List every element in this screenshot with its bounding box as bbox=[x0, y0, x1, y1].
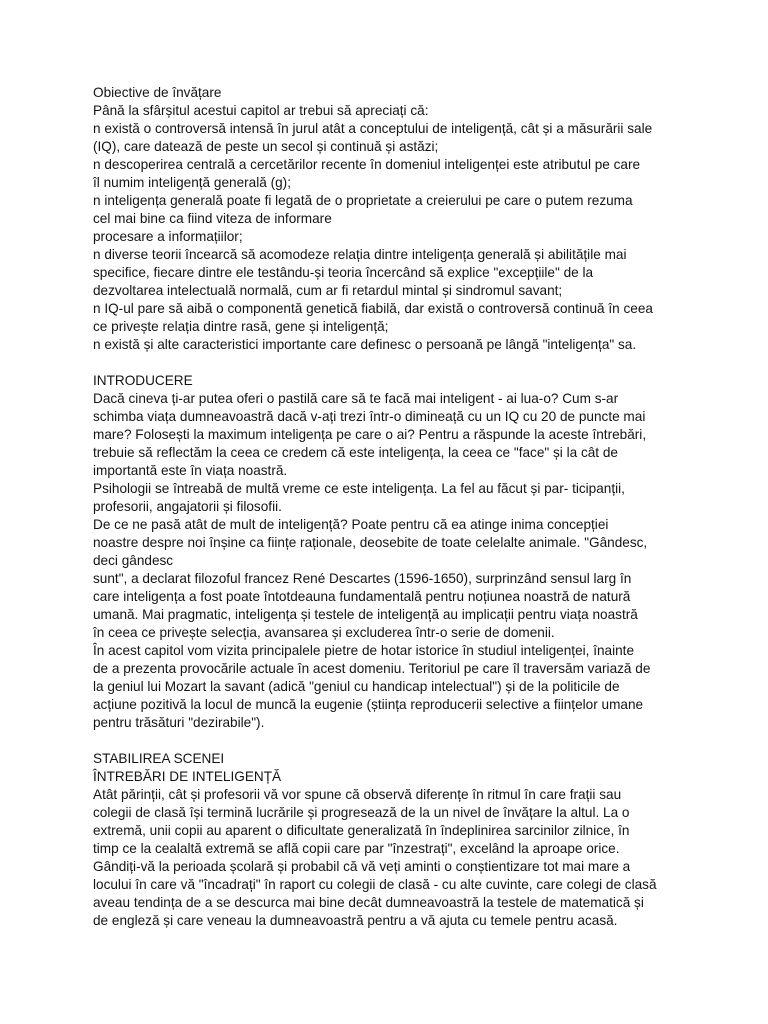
text-line: acțiune pozitivă la locul de muncă la eugenie (știința reproducerii selective a ființelor umane bbox=[93, 697, 644, 712]
text-line: specifice, fiecare dintre ele testându-și teoria încercând să explice "excepțiile" de la bbox=[93, 265, 594, 280]
document-body bbox=[93, 84, 715, 930]
text-line: extremă, unii copii au aparent o dificultate generalizată în îndeplinirea sarcinilor zilnice, în bbox=[93, 823, 630, 838]
text-line: dezvoltarea intelectuală normală, cum ar fi retardul mintal și sindromul savant; bbox=[93, 283, 563, 298]
scene-subheading: ÎNTREBĂRI DE INTELIGENȚĂ bbox=[93, 769, 282, 784]
text-line: mare? Folosești la maximum inteligența pe care o ai? Pentru a răspunde la aceste întrebări, bbox=[93, 427, 647, 442]
text-line: de a prezenta provocările actuale în acest domeniu. Teritoriul pe care îl traversăm variază de bbox=[93, 661, 651, 676]
text-line: profesorii, angajatorii și filosofii. bbox=[93, 499, 282, 514]
text-line: colegii de clasă își termină lucrările și progresează de la un nivel de învățare la altul. La o bbox=[93, 805, 630, 820]
paragraph-gap bbox=[93, 354, 715, 372]
text-line: n IQ-ul pare să aibă o componentă genetică fiabilă, dar există o controversă continuă în ceea bbox=[93, 301, 653, 316]
text-line: n diverse teorii încearcă să acomodeze relația dintre inteligența generală și abilitățile mai bbox=[93, 247, 627, 262]
objectives-heading: Obiective de învățare bbox=[93, 85, 222, 100]
text-line: locului în care vă "încadrați" în raport cu colegii de clasă - cu alte cuvinte, care colegi de clasă bbox=[93, 877, 657, 892]
text-line: Psihologii se întreabă de multă vreme ce este inteligența. La fel au făcut și par- ticipanții, bbox=[93, 481, 625, 496]
text-line: ce privește relația dintre rasă, gene și inteligență; bbox=[93, 319, 389, 334]
text-line: (IQ), care datează de peste un secol și continuă și astăzi; bbox=[93, 139, 439, 154]
text-line: în ceea ce privește selecția, avansarea și excluderea într-o serie de domenii. bbox=[93, 625, 555, 640]
text-line: îl numim inteligență generală (g); bbox=[93, 175, 291, 190]
introduction-heading: INTRODUCERE bbox=[93, 373, 193, 388]
text-line: importantă este în viața noastră. bbox=[93, 463, 288, 478]
text-line: De ce ne pasă atât de mult de inteligență? Poate pentru că ea atinge inima concepției bbox=[93, 517, 609, 532]
text-line: n există și alte caracteristici importante care definesc o persoană pe lângă "inteligența" sa. bbox=[93, 337, 637, 352]
text-line: Până la sfârșitul acestui capitol ar trebui să apreciați că: bbox=[93, 103, 429, 118]
text-line: Atât părinții, cât și profesorii vă vor spune că observă diferențe în ritmul în care frații sau bbox=[93, 787, 622, 802]
text-line: sunt", a declarat filozoful francez René Descartes (1596-1650), surprinzând sensul larg în bbox=[93, 571, 632, 586]
text-line: n descoperirea centrală a cercetărilor recente în domeniul inteligenței este atributul pe care bbox=[93, 157, 641, 172]
text-line: schimba viața dumneavoastră dacă v-ați trezi într-o dimineață cu un IQ cu 20 de puncte mai bbox=[93, 409, 646, 424]
text-line: pentru trăsături "dezirabile"). bbox=[93, 715, 265, 730]
text-line: Gândiți-vă la perioada școlară și probabil că vă veți aminti o conștientizare tot mai mare a bbox=[93, 859, 631, 874]
text-line: noastre despre noi înșine ca ființe raționale, deosebite de toate celelalte animale. "Gândesc, bbox=[93, 535, 648, 550]
text-line: de engleză și care veneau la dumneavoastră pentru a vă ajuta cu temele pentru acasă. bbox=[93, 913, 618, 928]
scene-heading: STABILIREA SCENEI bbox=[93, 751, 225, 766]
text-line: care inteligența a fost poate întotdeauna fundamentală pentru noțiunea noastră de natură bbox=[93, 589, 631, 604]
text-line: procesare a informațiilor; bbox=[93, 229, 243, 244]
text-line: umană. Mai pragmatic, inteligența și testele de inteligență au implicații pentru viața noastră bbox=[93, 607, 638, 622]
text-line: În acest capitol vom vizita principalele pietre de hotar istorice în studiul inteligenței, înainte bbox=[93, 643, 635, 658]
text-line: n inteligența generală poate fi legată de o proprietate a creierului pe care o putem rezuma bbox=[93, 193, 633, 208]
text-line: la geniul lui Mozart la savant (adică "geniul cu handicap intelectual") și de la politicile de bbox=[93, 679, 620, 694]
text-line: Dacă cineva ți-ar putea oferi o pastilă care să te facă mai inteligent - ai lua-o? Cum s-ar bbox=[93, 391, 619, 406]
text-line: n există o controversă intensă în jurul atât a conceptului de inteligență, cât și a măsurării sale bbox=[93, 121, 653, 136]
paragraph-gap bbox=[93, 732, 715, 750]
text-line: timp ce la cealaltă extremă se află copii care par "înzestrați", excelând la aproape orice. bbox=[93, 841, 620, 856]
text-line: trebuie să reflectăm la ceea ce credem că este inteligența, la ceea ce "face" și la cât de bbox=[93, 445, 618, 460]
text-line: cel mai bine ca fiind viteza de informare bbox=[93, 211, 332, 226]
text-line: deci gândesc bbox=[93, 553, 174, 568]
text-line: aveau tendința de a se descurca mai bine decât dumneavoastră la testele de matematică și bbox=[93, 895, 644, 910]
